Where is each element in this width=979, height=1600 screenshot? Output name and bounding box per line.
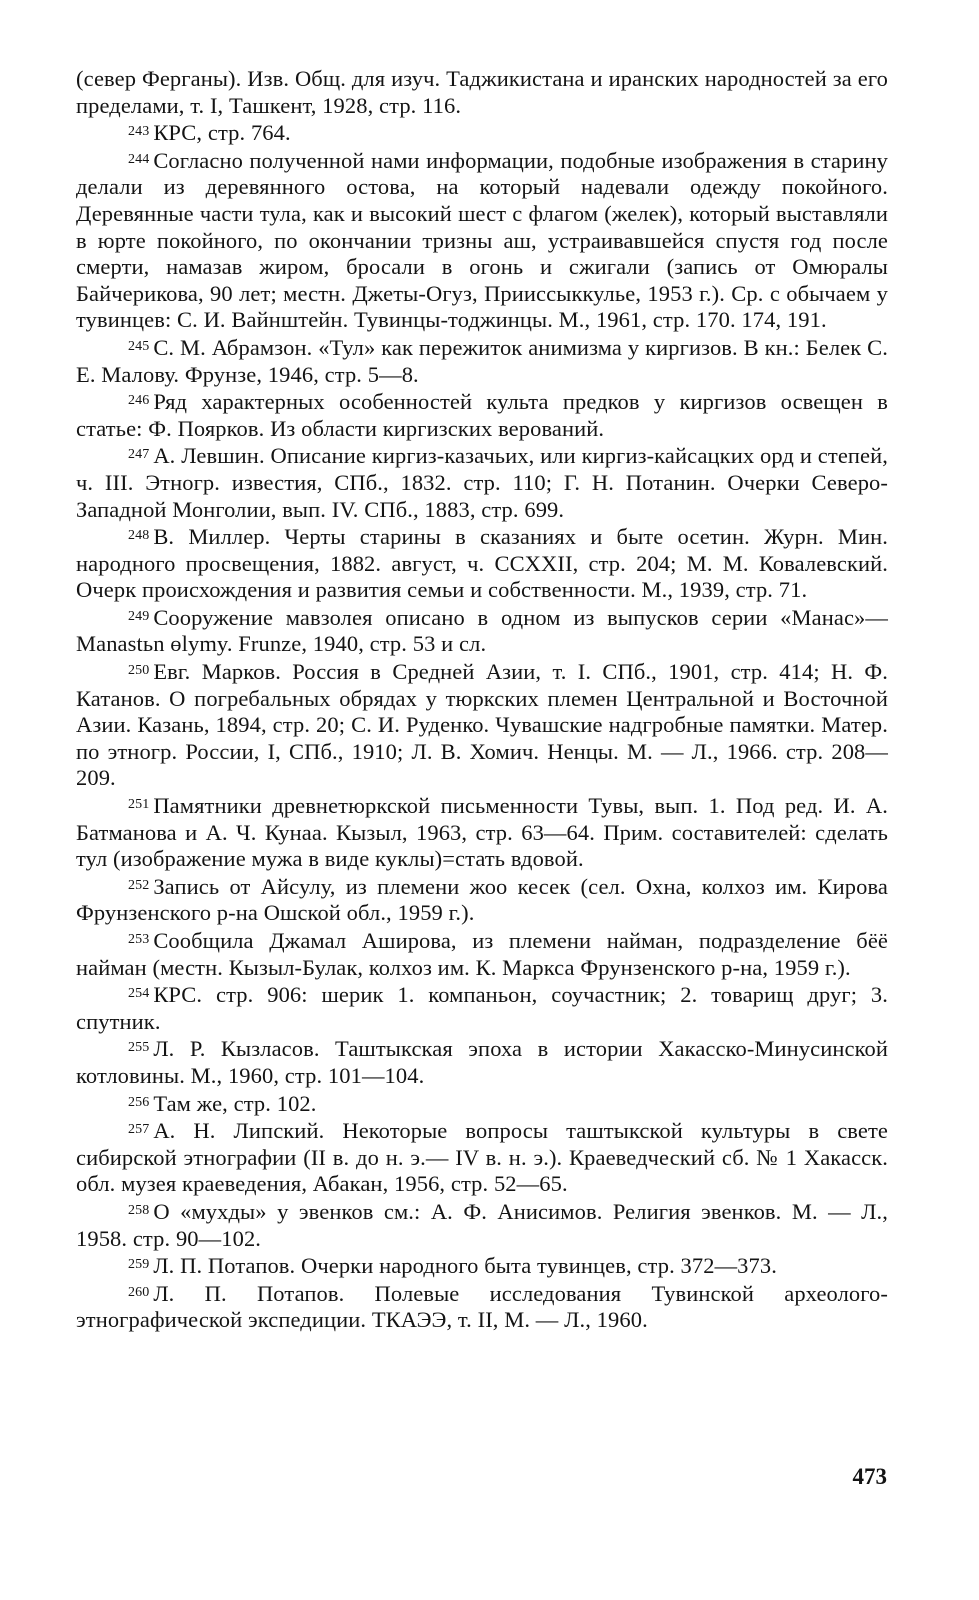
footnote-text: Л. Р. Кызласов. Таштыкская эпоха в истории Хакасско-Минусинской котловины. М., 1960, стр. 101—104. [76, 1036, 888, 1088]
footnote-text: А. Н. Липский. Некоторые вопросы таштыкской культуры в свете сибирской этнографии (II в. до н. э.— IV в. н. э.). Краеведческий сб. № 1 Хакасск. обл. музея краеведения, Абакан, 1956, стр. 52—65. [76, 1118, 888, 1197]
footnote-number: 252 [128, 877, 150, 893]
footnote-text: Запись от Айсулу, из племени жоо кесек (сел. Охна, колхоз им. Кирова Фрунзенского р-на Ошской обл., 1959 г.). [76, 873, 888, 926]
footnote-249 [76, 604, 888, 658]
footnote-number: 253 [128, 932, 150, 947]
footnote-number: 247 [128, 447, 150, 463]
footnote-text: Л. П. Потапов. Полевые исследования Тувинской археолого-этнографической экспедиции. ТКАЭЭ, т. II, М. — Л., 1960. [76, 1280, 888, 1333]
footnote-text: КРС. стр. 906: шерик 1. компаньон, соучастник; 2. товарищ друг; 3. спутник. [76, 982, 888, 1034]
footnote-250 [76, 658, 888, 792]
footnote-number: 248 [128, 528, 150, 544]
footnote-number: 246 [128, 393, 150, 409]
footnote-number: 254 [128, 986, 150, 1002]
footnote-text: Там же, стр. 102. [153, 1090, 317, 1116]
footnote-number: 243 [128, 124, 150, 140]
footnote-255 [76, 1035, 888, 1089]
footnote-260 [76, 1280, 888, 1334]
footnote-244 [76, 147, 888, 334]
footnote-number: 256 [128, 1094, 150, 1110]
footnote-number: 255 [128, 1040, 150, 1056]
footnote-continuation [76, 66, 888, 119]
footnotes-list [76, 66, 888, 1334]
footnote-259 [76, 1252, 888, 1280]
footnote-number: 244 [128, 151, 150, 167]
footnote-text: Евг. Марков. Россия в Средней Азии, т. I. СПб., 1901, стр. 414; Н. Ф. Катанов. О погребальных обрядах у тюркских племен Центральной и Восточной Азии. Казань, 1894, стр. 20; С. И. Руденко. Чувашские надгробные памятки. Матер. по этногр. России, I, СПб., 1910; Л. В. Хомич. Ненцы. М. — Л., 1966. стр. 208—209. [76, 659, 888, 791]
footnote-258 [76, 1198, 888, 1252]
footnote-text: КРС, стр. 764. [153, 120, 291, 146]
footnote-number: 257 [128, 1122, 150, 1138]
footnote-text: О «мухды» у эвенков см.: А. Ф. Анисимов. Религия эвенков. М. — Л., 1958. стр. 90—102. [76, 1198, 888, 1251]
footnote-254 [76, 981, 888, 1035]
footnote-text: Памятники древнетюркской письменности Тувы, вып. 1. Под ред. И. А. Батманова и А. Ч. Кунаа. Кызыл, 1963, стр. 63—64. Прим. составителей: сделать тул (изображение мужа в виде куклы)=стать вдовой. [76, 793, 888, 872]
footnote-252 [76, 873, 888, 927]
footnote-number: 245 [128, 338, 150, 354]
footnote-257 [76, 1117, 888, 1198]
footnote-number: 250 [128, 663, 150, 679]
footnote-text: С. М. Абрамзон. «Тул» как пережиток анимизма у киргизов. В кн.: Белек С. Е. Малову. Фрунзе, 1946, стр. 5—8. [76, 334, 888, 387]
footnote-number: 259 [128, 1257, 150, 1273]
footnote-number: 251 [128, 797, 150, 813]
footnote-text: (север Ферганы). Изв. Общ. для изуч. Таджикистана и иранских народностей за его пределами, т. I, Ташкент, 1928, стр. 116. [76, 66, 888, 118]
footnote-number: 249 [128, 608, 150, 624]
footnote-246 [76, 388, 888, 442]
footnote-245 [76, 334, 888, 388]
footnote-text: Сообщила Джамал Аширова, из племени найман, подразделение бёё найман (местн. Кызыл-Булак, колхоз им. К. Маркса Фрунзенского р-на, 1959 г.). [76, 928, 888, 980]
footnote-text: В. Миллер. Черты старины в сказаниях и быте осетин. Журн. Мин. народного просвещения, 1882. август, ч. CCXXII, стр. 204; М. М. Ковалевский. Очерк происхождения и развития семьи и собственности. М., 1939, стр. 71. [76, 524, 888, 603]
footnote-251 [76, 792, 888, 873]
footnote-text: Сооружение мавзолея описано в одном из выпусков серии «Манас»— Manastьn өlymy. Frunze, 1940, стр. 53 и сл. [76, 604, 888, 657]
footnote-247 [76, 442, 888, 523]
footnote-text: Ряд характерных особенностей культа предков у киргизов освещен в статье: Ф. Поярков. Из области киргизских верований. [76, 389, 888, 441]
footnote-text: Л. П. Потапов. Очерки народного быта тувинцев, стр. 372—373. [153, 1253, 777, 1279]
footnote-number: 258 [128, 1202, 150, 1218]
footnote-253 [76, 927, 888, 981]
footnote-text: А. Левшин. Описание киргиз-казачьих, или киргиз-кайсацких орд и степей, ч. III. Этногр. известия, СПб., 1832. стр. 110; Г. Н. Потанин. Очерки Северо-Западной Монголии, вып. IV. СПб., 1883, стр. 699. [76, 443, 888, 522]
footnote-number: 260 [128, 1284, 150, 1300]
footnote-text: Согласно полученной нами информации, подобные изображения в старину делали из деревянного остова, на который надевали одежду покойного. Деревянные части тула, как и высокий шест с флагом (желек), который выставляли в юрте покойного, по окончании тризны аш, устраивавшейся спустя год после смерти, намазав жиром, бросали в огонь и сжигали (запись от Омюралы Байчерикова, 90 лет; местн. Джеты-Огуз, Прииссыккулье, 1953 г.). Ср. с обычаем у тувинцев: С. И. Вайнштейн. Тувинцы-тоджинцы. М., 1961, стр. 170. 174, 191. [76, 147, 888, 333]
page-number: 473 [852, 1464, 887, 1489]
footnote-243 [76, 119, 888, 147]
footnote-256 [76, 1090, 888, 1118]
footnote-248 [76, 523, 888, 604]
